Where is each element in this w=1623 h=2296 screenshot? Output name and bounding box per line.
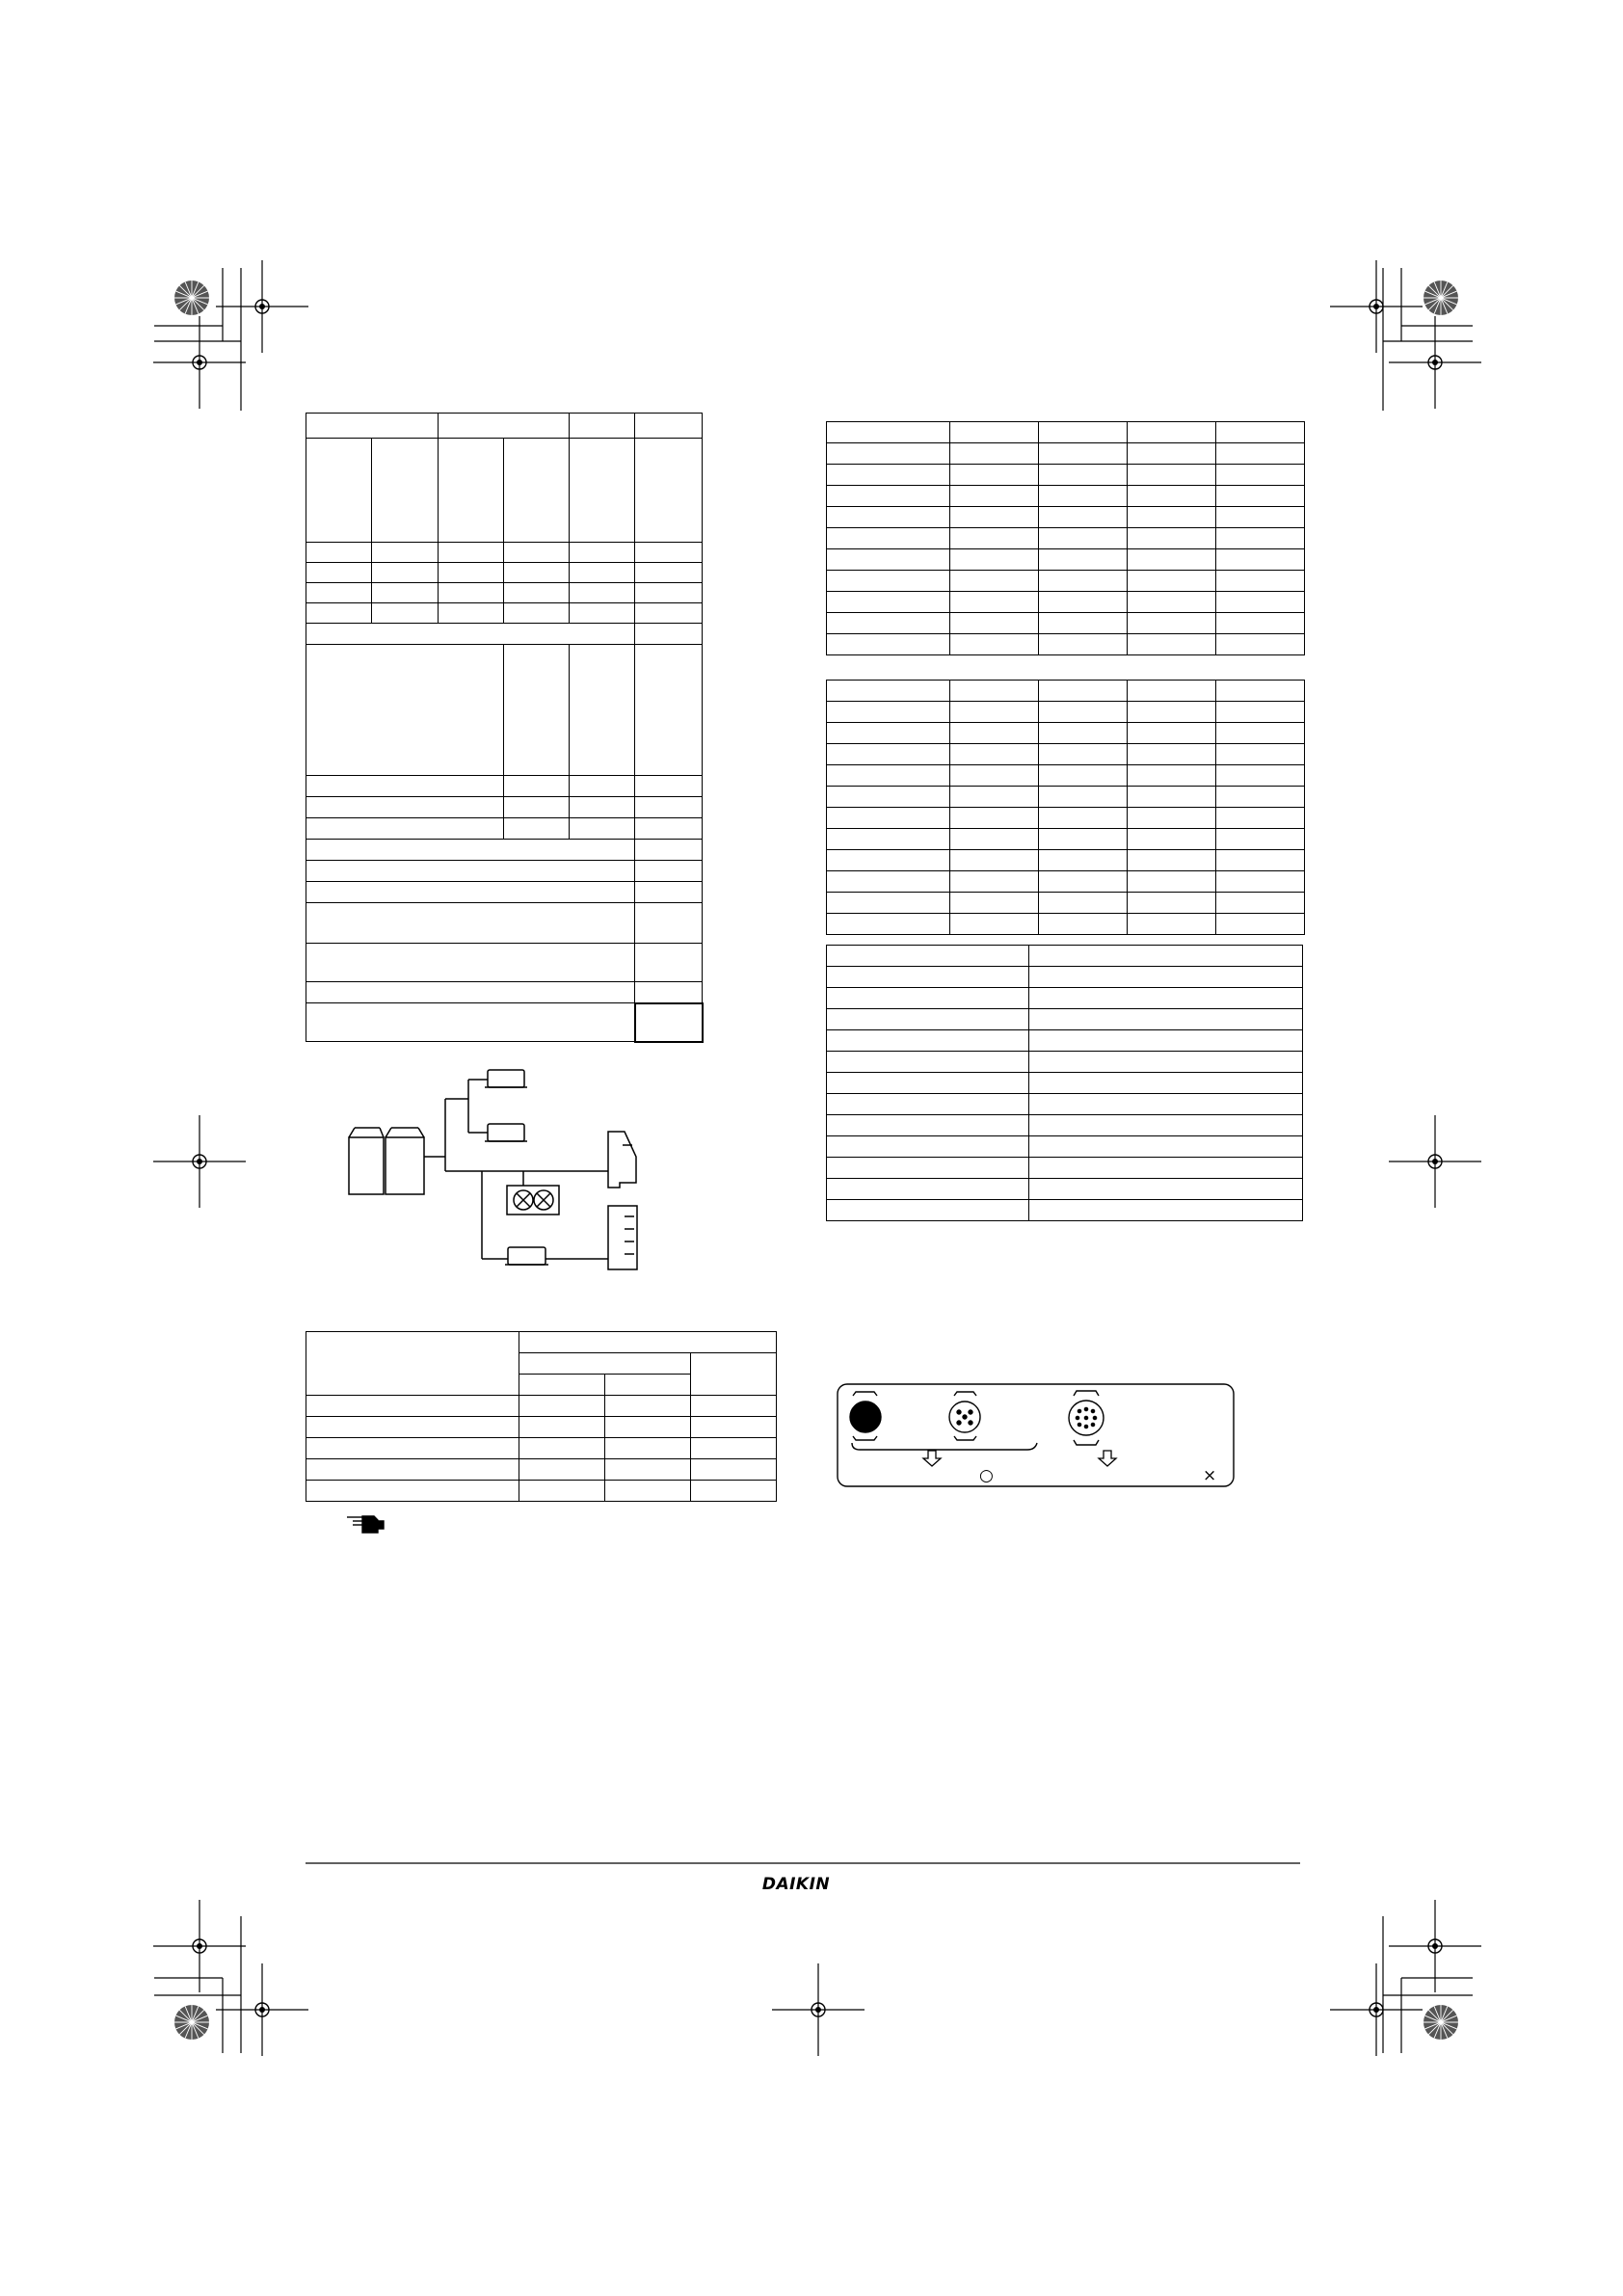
table-cell	[1216, 465, 1305, 486]
table-cell	[950, 744, 1039, 765]
table-cell	[1039, 744, 1128, 765]
table-cell	[827, 507, 950, 528]
table-cell	[635, 882, 703, 903]
table-cell	[1216, 829, 1305, 850]
piping-table-left	[306, 1331, 777, 1502]
table-cell	[1029, 1030, 1303, 1052]
table-cell	[950, 486, 1039, 507]
registration-mark-right	[1389, 1115, 1481, 1208]
table-cell	[306, 624, 635, 645]
table-cell	[1029, 1158, 1303, 1179]
table-cell	[1039, 914, 1128, 935]
table-cell	[1128, 465, 1216, 486]
connector-diagram	[838, 1384, 1234, 1486]
table-cell	[827, 871, 950, 893]
table-cell	[950, 528, 1039, 549]
table-cell	[306, 563, 372, 583]
table-cell	[950, 422, 1039, 443]
table-cell	[950, 787, 1039, 808]
table-cell	[1216, 507, 1305, 528]
table-cell	[635, 1003, 703, 1042]
table-cell	[1216, 592, 1305, 613]
table-cell	[1029, 1094, 1303, 1115]
table-cell	[827, 1200, 1029, 1221]
table-cell	[372, 603, 439, 624]
table-cell	[1216, 787, 1305, 808]
table-cell	[1039, 723, 1128, 744]
table-cell	[519, 1459, 605, 1481]
table-cell	[827, 1052, 1029, 1073]
table-cell	[950, 465, 1039, 486]
registration-mark-top-left	[153, 260, 308, 411]
table-cell	[1128, 634, 1216, 655]
table-cell	[1216, 486, 1305, 507]
table-cell	[504, 543, 570, 563]
table-cell	[1029, 1136, 1303, 1158]
table-cell	[827, 946, 1029, 967]
table-cell	[504, 563, 570, 583]
table-cell	[827, 744, 950, 765]
circle-mark: ○	[979, 1466, 994, 1485]
table-cell	[950, 443, 1039, 465]
registration-mark-bottom-right	[1330, 1900, 1481, 2056]
table-cell	[635, 583, 703, 603]
table-cell	[635, 944, 703, 982]
table-cell	[439, 543, 504, 563]
table-cell	[1029, 967, 1303, 988]
table-cell	[306, 1332, 519, 1396]
table-cell	[1128, 787, 1216, 808]
table-cell	[1128, 744, 1216, 765]
table-cell	[1039, 808, 1128, 829]
table-cell	[635, 818, 703, 840]
table-cell	[827, 443, 950, 465]
table-cell	[439, 603, 504, 624]
table-cell	[691, 1438, 777, 1459]
table-cell	[1216, 744, 1305, 765]
table-cell	[504, 797, 570, 818]
table-cell	[827, 1115, 1029, 1136]
table-cell	[1039, 787, 1128, 808]
table-cell	[827, 893, 950, 914]
table-cell	[306, 903, 635, 944]
table-cell	[439, 439, 504, 543]
table-cell	[827, 1030, 1029, 1052]
table-cell	[306, 982, 635, 1003]
table-cell	[635, 840, 703, 861]
table-cell	[1216, 422, 1305, 443]
table-cell	[950, 681, 1039, 702]
table-cell	[950, 808, 1039, 829]
table-cell	[1216, 549, 1305, 571]
table-cell	[635, 861, 703, 882]
table-cell	[519, 1396, 605, 1417]
table-cell	[635, 903, 703, 944]
table-cell	[1216, 914, 1305, 935]
table-cell	[306, 1003, 635, 1042]
table-cell	[827, 549, 950, 571]
table-cell	[504, 583, 570, 603]
table-cell	[1128, 829, 1216, 850]
table-cell	[827, 829, 950, 850]
table-cell	[827, 988, 1029, 1009]
table-cell	[1029, 1009, 1303, 1030]
table-cell	[950, 829, 1039, 850]
table-cell	[950, 914, 1039, 935]
table-cell	[1216, 702, 1305, 723]
table-cell	[1039, 829, 1128, 850]
table-cell	[827, 1158, 1029, 1179]
table-cell	[439, 583, 504, 603]
table-cell	[1128, 808, 1216, 829]
table-cell	[1128, 507, 1216, 528]
spec-table-left	[306, 413, 704, 1043]
table-cell	[306, 1481, 519, 1502]
table-cell	[306, 861, 635, 882]
table-cell	[1029, 1073, 1303, 1094]
table-cell	[950, 571, 1039, 592]
table-cell	[504, 776, 570, 797]
table-cell	[1029, 946, 1303, 967]
table-cell	[635, 982, 703, 1003]
table-cell	[635, 414, 703, 439]
table-cell	[519, 1417, 605, 1438]
table-cell	[306, 645, 504, 776]
table-cell	[1039, 465, 1128, 486]
table-cell	[306, 944, 635, 982]
table-cell	[1039, 592, 1128, 613]
table-cell	[950, 613, 1039, 634]
table-cell	[519, 1438, 605, 1459]
table-cell	[1128, 486, 1216, 507]
table-cell	[1216, 634, 1305, 655]
table-cell	[827, 1094, 1029, 1115]
table-cell	[570, 439, 635, 543]
table-cell	[1128, 528, 1216, 549]
table-cell	[827, 592, 950, 613]
table-cell	[570, 543, 635, 563]
table-cell	[950, 592, 1039, 613]
table-cell	[504, 439, 570, 543]
table-cell	[827, 681, 950, 702]
table-cell	[1128, 914, 1216, 935]
table-cell	[691, 1481, 777, 1502]
table-cell	[950, 723, 1039, 744]
table-cell	[306, 882, 635, 903]
table-cell	[1039, 634, 1128, 655]
table-cell	[827, 765, 950, 787]
table-cell	[306, 603, 372, 624]
table-cell	[306, 414, 439, 439]
table-cell	[1029, 1179, 1303, 1200]
table-cell	[1039, 850, 1128, 871]
table-cell	[1216, 571, 1305, 592]
table-cell	[570, 583, 635, 603]
table-cell	[635, 543, 703, 563]
table-cell	[1029, 1115, 1303, 1136]
registration-mark-left	[153, 1115, 246, 1208]
table-cell	[570, 818, 635, 840]
table-cell	[306, 818, 504, 840]
table-cell	[1039, 443, 1128, 465]
table-cell	[1128, 681, 1216, 702]
table-cell	[827, 723, 950, 744]
table-cell	[950, 765, 1039, 787]
table-cell	[372, 563, 439, 583]
table-cell	[635, 776, 703, 797]
table-cell	[1216, 443, 1305, 465]
table-cell	[1216, 613, 1305, 634]
table-cell	[827, 787, 950, 808]
cross-mark: ×	[1203, 1466, 1217, 1485]
table-cell	[519, 1332, 777, 1353]
table-cell	[439, 414, 570, 439]
table-cell	[827, 1179, 1029, 1200]
table-cell	[1039, 702, 1128, 723]
table-cell	[1216, 765, 1305, 787]
table-cell	[570, 414, 635, 439]
registration-mark-bottom-left	[153, 1900, 308, 2056]
table-cell	[306, 776, 504, 797]
table-cell	[635, 603, 703, 624]
registration-mark-bottom-center	[772, 1963, 865, 2056]
table-cell	[950, 871, 1039, 893]
table-cell	[504, 645, 570, 776]
table-cell	[827, 1136, 1029, 1158]
table-cell	[691, 1417, 777, 1438]
table-cell	[1128, 893, 1216, 914]
table-cell	[827, 422, 950, 443]
table-cell	[1216, 681, 1305, 702]
table-cell	[605, 1438, 691, 1459]
table-cell	[570, 645, 635, 776]
table-cell	[306, 840, 635, 861]
table-cell	[1216, 723, 1305, 744]
table-cell	[1039, 765, 1128, 787]
table-cell	[504, 818, 570, 840]
table-cell	[372, 543, 439, 563]
table-cell	[519, 1375, 605, 1396]
table-cell	[1128, 850, 1216, 871]
table-cell	[306, 1396, 519, 1417]
table-cell	[635, 797, 703, 818]
table-cell	[1216, 850, 1305, 871]
table-cell	[1128, 443, 1216, 465]
table-cell	[1128, 765, 1216, 787]
table-cell	[372, 583, 439, 603]
registration-mark-top-right	[1330, 260, 1481, 411]
table-cell	[1128, 723, 1216, 744]
table-cell	[827, 967, 1029, 988]
table-cell	[950, 549, 1039, 571]
table-cell	[306, 439, 372, 543]
table-cell	[1216, 871, 1305, 893]
table-cell	[950, 507, 1039, 528]
table-cell	[1039, 549, 1128, 571]
table-cell	[1039, 486, 1128, 507]
table-cell	[827, 850, 950, 871]
table-cell	[605, 1459, 691, 1481]
table-cell	[827, 808, 950, 829]
table-cell	[1029, 1200, 1303, 1221]
spec-table-right-2	[826, 680, 1305, 935]
spec-table-right-3	[826, 945, 1303, 1221]
table-cell	[605, 1375, 691, 1396]
table-cell	[691, 1353, 777, 1396]
table-cell	[635, 439, 703, 543]
table-cell	[827, 914, 950, 935]
table-cell	[570, 776, 635, 797]
table-cell	[635, 645, 703, 776]
table-cell	[635, 563, 703, 583]
table-cell	[306, 1459, 519, 1481]
table-cell	[1128, 422, 1216, 443]
table-cell	[1039, 893, 1128, 914]
table-cell	[1029, 1052, 1303, 1073]
table-cell	[605, 1481, 691, 1502]
table-cell	[1128, 549, 1216, 571]
table-cell	[827, 613, 950, 634]
table-cell	[306, 543, 372, 563]
table-cell	[1128, 592, 1216, 613]
table-cell	[605, 1396, 691, 1417]
table-cell	[1128, 613, 1216, 634]
table-cell	[570, 797, 635, 818]
table-cell	[605, 1417, 691, 1438]
table-cell	[1128, 871, 1216, 893]
table-cell	[1039, 871, 1128, 893]
table-cell	[1039, 422, 1128, 443]
table-cell	[635, 624, 703, 645]
table-cell	[439, 563, 504, 583]
table-cell	[372, 439, 439, 543]
table-cell	[950, 850, 1039, 871]
pointing-hand-note-icon	[345, 1513, 387, 1536]
system-diagram	[349, 1070, 637, 1269]
table-cell	[950, 702, 1039, 723]
table-cell	[691, 1459, 777, 1481]
table-cell	[691, 1396, 777, 1417]
table-cell	[827, 1009, 1029, 1030]
daikin-logo: DAIKIN	[761, 1875, 831, 1894]
table-cell	[827, 465, 950, 486]
table-cell	[827, 528, 950, 549]
table-cell	[519, 1481, 605, 1502]
table-cell	[1039, 571, 1128, 592]
table-cell	[519, 1353, 691, 1375]
table-cell	[827, 702, 950, 723]
table-cell	[950, 893, 1039, 914]
table-cell	[827, 571, 950, 592]
table-cell	[504, 603, 570, 624]
table-cell	[306, 1438, 519, 1459]
table-cell	[1216, 808, 1305, 829]
table-cell	[1039, 507, 1128, 528]
table-cell	[306, 1417, 519, 1438]
table-cell	[1216, 528, 1305, 549]
table-cell	[1039, 681, 1128, 702]
table-cell	[1128, 702, 1216, 723]
table-cell	[1216, 893, 1305, 914]
table-cell	[1128, 571, 1216, 592]
table-cell	[1029, 988, 1303, 1009]
table-cell	[950, 634, 1039, 655]
table-cell	[570, 563, 635, 583]
spec-table-right-1	[826, 421, 1305, 655]
table-cell	[306, 583, 372, 603]
table-cell	[1039, 528, 1128, 549]
table-cell	[570, 603, 635, 624]
table-cell	[827, 486, 950, 507]
table-cell	[827, 634, 950, 655]
table-cell	[1039, 613, 1128, 634]
table-cell	[306, 797, 504, 818]
table-cell	[827, 1073, 1029, 1094]
